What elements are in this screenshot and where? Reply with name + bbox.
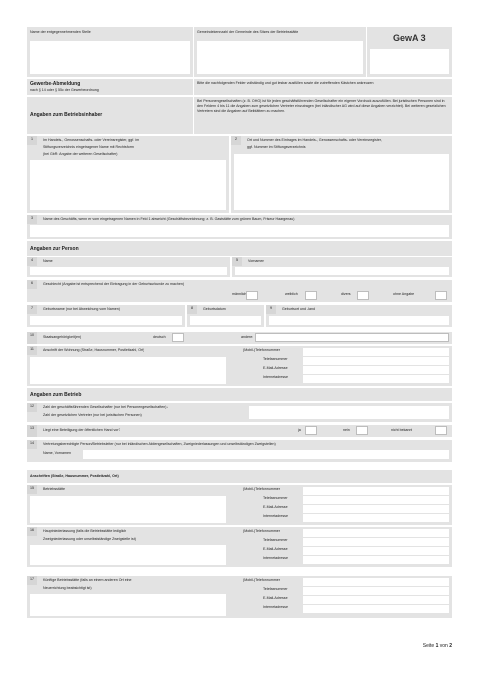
field-14-label: Vertretungsberechtigte Person/Betriebsleiter (nur bei inländischen Aktiengesellschaften, Zweigniederlassungen und unselbständigen Zweigstellen) — [43, 442, 276, 446]
field-11-label: Anschrift der Wohnung (Straße, Hausnummer, Postleitzahl, Ort) — [43, 348, 145, 352]
page-total: 2 — [449, 643, 452, 649]
f17-web-label: Internetadresse — [263, 605, 288, 609]
field-8 — [187, 305, 264, 327]
municipality-label: Gemeindekennzahl der Gemeinde des Sitzes der Betriebsstätte — [197, 30, 299, 34]
field-15-number: 15 — [27, 485, 37, 494]
company-label: Name der entgegennehmenden Stelle — [30, 30, 91, 34]
owner-note-block — [194, 97, 452, 134]
f17-fax-label: Telefaxnummer — [263, 587, 288, 591]
header-municipality-field — [194, 27, 366, 77]
person-heading-block — [27, 241, 452, 256]
addresses-heading: Anschriften (Straße, Hausnummer, Postleitzahl, Ort) — [30, 474, 119, 478]
field-12 — [27, 403, 452, 422]
field-10 — [27, 332, 452, 344]
business-heading: Angaben zum Betrieb — [30, 392, 82, 398]
f17-web-input[interactable] — [303, 605, 449, 613]
f16-email-label: E-Mail-Adresse — [263, 547, 288, 551]
field-16 — [27, 527, 452, 567]
field-11 — [27, 346, 452, 386]
f16-email-input[interactable] — [303, 547, 449, 555]
public-yes-label: ja — [298, 428, 301, 432]
addresses-heading-block — [27, 470, 452, 483]
field-17 — [27, 576, 452, 618]
form-code-input[interactable] — [370, 49, 449, 74]
page-current: 1 — [435, 643, 439, 649]
field-14 — [27, 440, 452, 462]
field-12-label-line2: Zahl der gesetzlichen Vertreter (nur bei juristischen Personen) — [43, 413, 142, 417]
f15-web-input[interactable] — [303, 514, 449, 522]
field-3-number: 3 — [27, 215, 37, 224]
f11-phone-input[interactable] — [303, 348, 449, 356]
business-address-input[interactable] — [30, 496, 226, 523]
field-5-label: Vornamen — [248, 259, 265, 263]
field-17-label-line1: Künftige Betriebsstätte (falls an einem anderen Ort eine — [43, 578, 132, 582]
field-17-label-line2: Neuerrichtung beabsichtigt ist) — [43, 586, 92, 590]
f15-email-label: E-Mail-Adresse — [263, 505, 288, 509]
field-2-label-line1: Ort und Nummer des Eintrages im Handels-, Genossenschafts- oder Vereinsregister, — [247, 138, 382, 142]
f11-fax-label: Telefaxnummer — [263, 357, 288, 361]
field-9-label: Geburtsort und -land — [282, 307, 315, 311]
field-4-number: 4 — [27, 257, 37, 266]
instruction-block — [194, 79, 452, 95]
field-2 — [231, 136, 452, 213]
f16-fax-input[interactable] — [303, 538, 449, 546]
field-13-label: Liegt eine Beteiligung der öffentlichen Hand vor? — [43, 428, 121, 432]
title-block — [27, 79, 193, 95]
f11-email-label: E-Mail-Adresse — [263, 366, 288, 370]
owner-note: Bei Personengesellschaften (z. B. OHG) ist für jeden geschäftsführenden Gesellschafter ein eigener Vordruck auszufüllen. Bei juristischen Personen sind in den Feldern 4 bis 11 die Angaben zum gesetzlichen Vertreter einzutragen (bei inländischer AG wird auf diese Angaben verzichtet). Bei weiteren gesetzlichen Vertretern sind die Angaben auf Beiblättern zu machen. — [197, 99, 446, 114]
header-company-field — [27, 27, 193, 77]
nationality-german-checkbox[interactable] — [172, 333, 184, 342]
f16-phone-input[interactable] — [303, 529, 449, 537]
gender-female-checkbox[interactable] — [305, 291, 317, 300]
field-2-number: 2 — [231, 136, 241, 145]
partner-count-input[interactable] — [249, 406, 449, 419]
field-1 — [27, 136, 229, 213]
f11-email-input[interactable] — [303, 366, 449, 374]
f11-fax-input[interactable] — [303, 357, 449, 365]
residence-address-input[interactable] — [30, 357, 226, 384]
field-13-number: 13 — [27, 425, 37, 437]
field-6 — [27, 280, 452, 302]
nationality-other-input[interactable] — [255, 333, 449, 342]
form-subtitle: nach § 14 oder § 55c der Gewerbeordnung — [30, 88, 99, 92]
nationality-other-label: andere: — [241, 335, 254, 339]
field-6-number: 6 — [27, 280, 37, 289]
owner-heading: Angaben zum Betriebsinhaber — [30, 112, 103, 118]
f11-web-input[interactable] — [303, 375, 449, 383]
field-3-label: Name des Geschäfts, wenn er vom eingetragenen Namen in Feld 1 abweicht (Geschäftsbezeichnung; z. B. Gaststätte zum grünen Baum, Friseur Haargenau) — [43, 217, 295, 221]
field-5-number: 5 — [232, 257, 242, 266]
f16-web-label: Internetadresse — [263, 556, 288, 560]
name-input[interactable] — [30, 267, 227, 275]
f17-phone-input[interactable] — [303, 578, 449, 586]
gender-none-label: ohne Angabe — [393, 292, 415, 296]
field-1-label-line1: Im Handels-, Genossenschafts- oder Vereinsregister, ggf. im — [43, 138, 140, 142]
representative-input[interactable] — [83, 450, 449, 459]
f17-email-label: E-Mail-Adresse — [263, 596, 288, 600]
public-no-checkbox[interactable] — [356, 426, 368, 435]
field-4-label: Name — [43, 259, 53, 263]
field-1-input[interactable] — [30, 160, 226, 210]
f15-phone-input[interactable] — [303, 487, 449, 495]
page-prefix: Seite — [422, 643, 435, 649]
field-6-label: Geschlecht (Angabe ist entsprechend der Eintragung in der Geburtsurkunde zu machen) — [43, 282, 185, 286]
form-title: Gewerbe-Abmeldung — [30, 81, 81, 87]
f17-phone-label: (Mobil-)Telefonnummer — [243, 578, 280, 582]
field-3-input[interactable] — [30, 225, 449, 237]
f16-fax-label: Telefaxnummer — [263, 538, 288, 542]
field-10-number: 10 — [27, 332, 37, 344]
gender-diverse-checkbox[interactable] — [357, 291, 369, 300]
f17-fax-input[interactable] — [303, 587, 449, 595]
f15-phone-label: (Mobil-)Telefonnummer — [243, 487, 280, 491]
person-heading: Angaben zur Person — [30, 246, 79, 252]
field-16-label-line1: Hauptniederlassung (falls die Betriebsstätte lediglich — [43, 529, 127, 533]
f15-email-input[interactable] — [303, 505, 449, 513]
field-14-sublabel: Name, Vornamen — [43, 451, 71, 455]
f11-web-label: Internetadresse — [263, 375, 288, 379]
nationality-german-label: deutsch — [153, 335, 166, 339]
form-code-box — [367, 27, 452, 77]
gender-male-checkbox[interactable] — [246, 291, 258, 300]
field-15-label: Betriebsstätte — [43, 487, 65, 491]
field-15 — [27, 485, 452, 525]
field-13 — [27, 425, 452, 437]
field-12-number: 12 — [27, 403, 37, 412]
field-10-label: Staatsangehörigkeit(en) — [43, 335, 82, 339]
headquarters-address-input[interactable] — [30, 545, 226, 565]
field-2-label-line2: ggf. Nummer im Stiftungsverzeichnis — [247, 145, 306, 149]
field-11-number: 11 — [27, 346, 37, 355]
birth-name-input[interactable] — [30, 316, 182, 325]
company-input[interactable] — [30, 41, 190, 74]
field-8-label: Geburtsdatum — [203, 307, 226, 311]
field-7-label: Geburtsname (nur bei Abweichung vom Namen) — [43, 307, 120, 311]
public-unknown-checkbox[interactable] — [435, 426, 447, 435]
gender-none-checkbox[interactable] — [435, 291, 447, 300]
first-names-input[interactable] — [235, 267, 449, 275]
field-9 — [266, 305, 452, 327]
f11-phone-label: (Mobil-)Telefonnummer — [243, 348, 280, 352]
field-16-number: 16 — [27, 527, 37, 536]
instruction-text: Bitte die nachfolgenden Felder vollständig und gut lesbar ausfüllen sowie die zutreffenden Kästchen ankreuzen — [197, 81, 374, 85]
field-9-number: 9 — [266, 305, 276, 314]
gender-diverse-label: divers — [341, 292, 351, 296]
gender-female-label: weiblich — [285, 292, 298, 296]
field-1-number: 1 — [27, 136, 37, 145]
owner-heading-block — [27, 97, 193, 134]
field-4 — [27, 257, 230, 277]
f16-web-input[interactable] — [303, 556, 449, 564]
page-separator: von — [439, 643, 448, 649]
municipality-input[interactable] — [197, 41, 363, 74]
gender-male-label: männlich — [232, 292, 247, 296]
birth-date-input[interactable] — [190, 316, 261, 325]
field-1-label-line2: Stiftungsverzeichnis eingetragener Name mit Rechtsform — [43, 145, 134, 149]
business-heading-block — [27, 388, 452, 401]
f15-fax-label: Telefaxnummer — [263, 496, 288, 500]
f15-web-label: Internetadresse — [263, 514, 288, 518]
public-no-label: nein — [343, 428, 350, 432]
birth-place-input[interactable] — [269, 316, 449, 325]
f15-fax-input[interactable] — [303, 496, 449, 504]
field-12-label-line1: Zahl der geschäftsführenden Gesellschafter (nur bei Personengesellschaften) / — [43, 405, 169, 409]
field-5 — [232, 257, 452, 277]
page-indicator — [423, 643, 452, 649]
field-3 — [27, 215, 452, 239]
future-address-input[interactable] — [30, 594, 226, 616]
f17-email-input[interactable] — [303, 596, 449, 604]
field-7-number: 7 — [27, 305, 37, 314]
form-code: GewA 3 — [393, 33, 426, 43]
public-yes-checkbox[interactable] — [305, 426, 317, 435]
field-2-input[interactable] — [234, 154, 449, 210]
field-8-number: 8 — [187, 305, 197, 314]
field-16-label-line2: Zweigniederlassung oder unselbstständige Zweigstelle ist) — [43, 537, 136, 541]
f16-phone-label: (Mobil-)Telefonnummer — [243, 529, 280, 533]
public-unknown-label: nicht bekannt — [391, 428, 413, 432]
field-1-label-line3: (bei GbR: Angabe der weiteren Gesellschafter) — [43, 152, 118, 156]
field-7 — [27, 305, 185, 327]
field-17-number: 17 — [27, 576, 37, 585]
field-14-number: 14 — [27, 440, 37, 449]
